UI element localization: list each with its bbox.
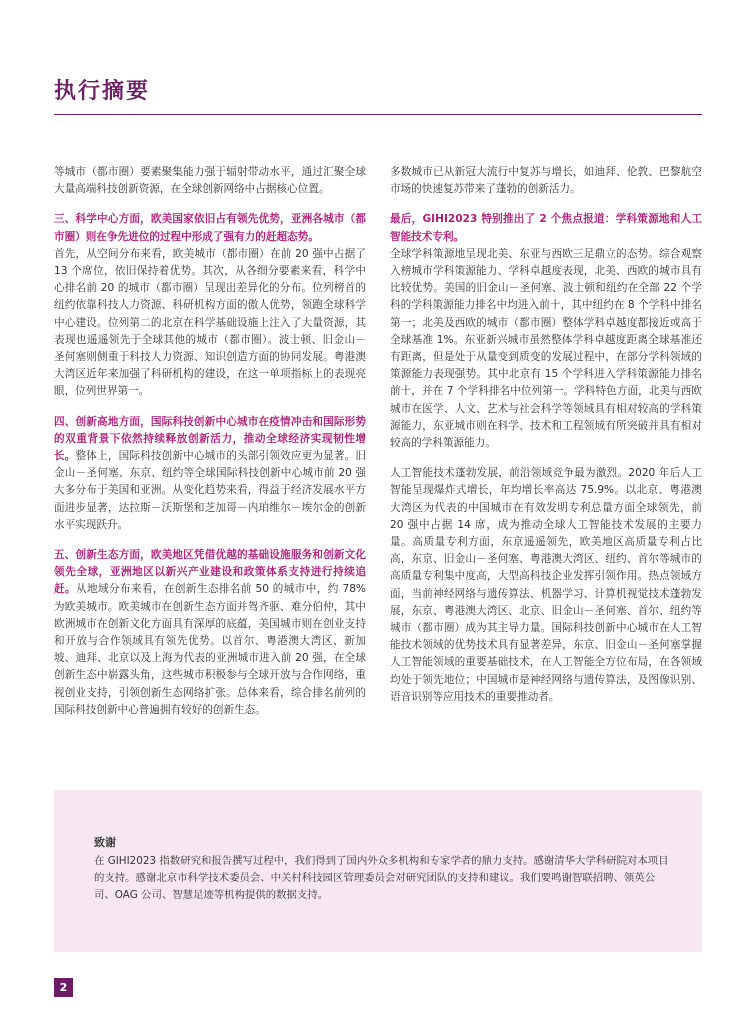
paragraph (54, 547, 366, 719)
section-heading: 最后，GIHI2023 特别推出了 2 个焦点报道：学科策源地和人工智能技术专利。 (390, 213, 702, 243)
section-heading: 三、科学中心方面，欧美国家依旧占有领先优势，亚洲各城市（都市圈）则在争先进位的过程中形成了强有力的赶超态势。 (54, 213, 366, 243)
title-divider (54, 114, 702, 115)
paragraph (390, 211, 702, 452)
paragraph (54, 164, 366, 198)
paragraph (390, 465, 702, 706)
paragraph (54, 211, 366, 400)
acknowledgement-title: 致谢 (94, 836, 116, 849)
section-heading: 四、创新高地方面，国际科技创新中心城市在疫情冲击和国际形势的双重背景下依然持续释放创新活力，推动全球经济实现韧性增长。 (54, 415, 366, 463)
acknowledgement-body: 在 GIHI2023 指数研究和报告撰写过程中，我们得到了国内外众多机构和专家学者的鼎力支持。感谢清华大学科研院对本项目的支持。感谢北京市科学技术委员会、中关村科技园区管理委员会对研究团队的支持和建议。我们要鸣谢智联招聘、领英公司、OAG 公司、智慧足迹等机构提供的数据支持。 (94, 855, 669, 901)
page-number: 2 (54, 978, 73, 997)
paragraph-text: 等城市（都市圈）要素聚集能力强于辐射带动水平，通过汇聚全球大量高端科技创新资源，在全球创新网络中占据核心位置。 (54, 166, 366, 196)
page-title: 执行摘要 (54, 78, 151, 104)
paragraph-text: 从地域分布来看，在创新生态排名前 50 的城市中，约 78% 为欧美城市。欧美城市在创新生态方面并驾齐驱、难分伯仲，其中欧洲城市在创新文化方面具有深厚的底蕴，美国城市则在创业支持和开放与合作领域具有领先优势。以首尔、粤港澳大湾区、新加坡、迪拜、北京以及上海为代表的亚洲城市进入前 20 强，在全球创新生态中崭露头角，这些城市积极参与全球开放与合作网络，重视创业支持，引领创新生态网络扩张。总体来看，综合排名前列的国际科技创新中心普遍拥有较好的创新生态。 (54, 583, 366, 716)
paragraph (54, 414, 366, 534)
paragraph-text: 首先，从空间分布来看，欧美城市（都市圈）在前 20 强中占据了 13 个席位，依旧保持着优势。其次，从各细分要素来看，科学中心排名前 20 的城市（都市圈）呈现出差异化的分布。位列榜首的纽约依靠科技人力资源、科研机构方面的傲人优势，领跑全球科学中心建设。位列第二的北京在科学基础设施上注入了大量资源，其表现也遥遥领先于全球其他的城市（都市圈）。波士顿、旧金山－圣何塞则侧重于科技人力资源、知识创造方面的协同发展。粤港澳大湾区近年来加强了科研机构的建设，在这一单项指标上的表现亮眼，位列世界第一。 (54, 247, 366, 398)
paragraph-text: 全球学科策源地呈现北美、东亚与西欧三足鼎立的态势。综合观察入榜城市学科策源能力、学科卓越度表现，北美、西欧的城市具有比较优势。美国的旧金山－圣何塞、波士顿和纽约在全部 22 个学科的学科策源能力排名中均进入前十，其中纽约在 8 个学科中排名第一；北美及西欧的城市（都市圈）整体学科卓越度都接近或高于全球基准 1%。东亚新兴城市虽然整体学科卓越度距离全球基准还有距离，但是处于从量变到质变的发展过程中，在部分学科领域的策源能力表现强势。其中北京有 15 个学科进入学科策源能力排名前十，并在 7 个学科排名中位列第一。学科特色方面，北美与西欧城市在医学、人文、艺术与社会科学等领域具有相对较高的学科策源能力，东亚城市则在科学、技术和工程领域有所突破并具有相对较高的学科策源能力。 (390, 247, 702, 450)
paragraph-text: 人工智能技术蓬勃发展，前沿领域竞争最为激烈。2020 年后人工智能呈现爆炸式增长，年均增长率高达 75.9%。以北京、粤港澳大湾区为代表的中国城市在有效发明专利总量方面全球领先，前 20 强中占据 14 席，成为推动全球人工智能技术发展的主要力量。高质量专利方面，东京遥遥领先，欧美地区高质量专利占比高，东京、旧金山－圣何塞、粤港澳大湾区、纽约、首尔等城市的高质量专利集中度高，大型高科技企业发挥引领作用。热点领域方面，当前神经网络与遗传算法、机器学习、计算机视觉技术蓬勃发展，东京、粤港澳大湾区、北京、旧金山－圣何塞、首尔、纽约等城市（都市圈）成为其主导力量。国际科技创新中心城市在人工智能技术领域的优势技术具有显著差异，东京、旧金山－圣何塞掌握人工智能领域的重要基础技术，在人工智能全方位布局，在各领域均处于领先地位；中国城市是神经网络与遗传算法，及图像识别、语音识别等应用技术的重要推动者。 (390, 467, 702, 703)
paragraph-text: 多数城市已从新冠大流行中复苏与增长，如迪拜、伦敦、巴黎航空市场的快速复苏带来了蓬勃的创新活力。 (390, 166, 702, 196)
paragraph-text: 整体上，国际科技创新中心城市的头部引领效应更为显著。旧金山－圣何塞、东京、纽约等全球国际科技创新中心城市前 20 强大多分布于美国和亚洲。从变化趋势来看，得益于经济发展水平方面进步显著，达拉斯－沃斯堡和芝加哥－内珀维尔－埃尔金的创新水平实现跃升。 (54, 450, 366, 531)
right-column (390, 164, 702, 719)
section-heading: 五、创新生态方面，欧美地区凭借优越的基础设施服务和创新文化领先全球，亚洲地区以新兴产业建设和政策体系支持进行持续追赶。 (54, 549, 366, 596)
acknowledgement-box (54, 790, 702, 952)
paragraph (390, 164, 702, 198)
left-column (54, 164, 366, 732)
